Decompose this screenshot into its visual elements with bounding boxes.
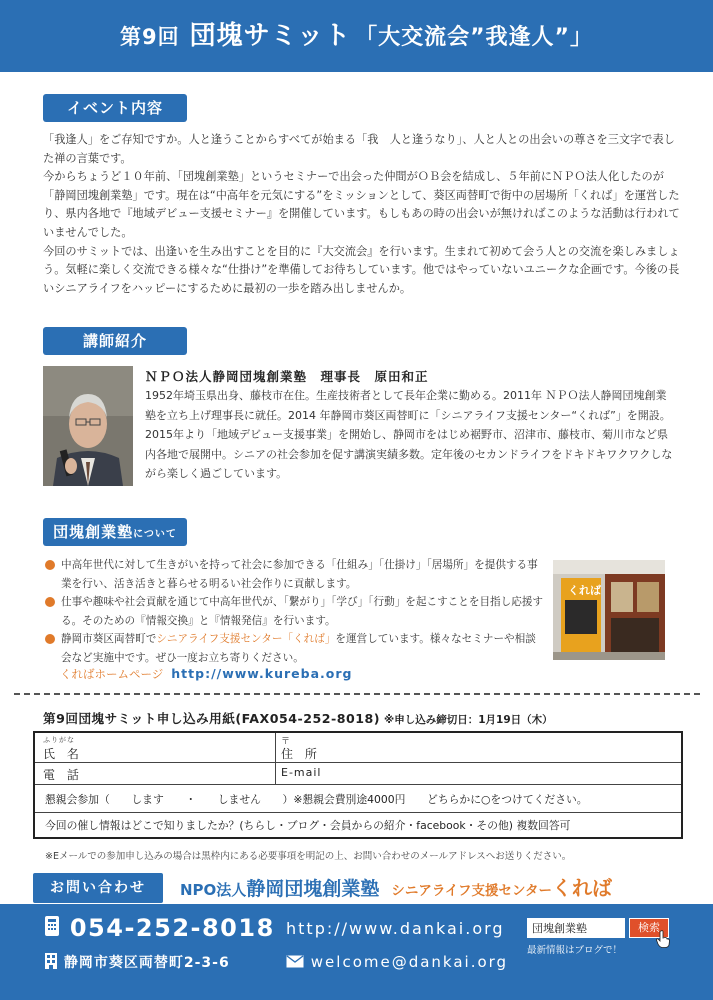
kureba-highlight: シニアライフ支援センター「くれば」: [156, 633, 336, 645]
page-title: [0, 0, 713, 72]
form-deadline: ※申し込み締切日：1月19日（木）: [384, 714, 553, 726]
list-item: 中高年世代に対して生きがいを持って社会に参加できる「仕組み」「仕掛け」「居場所」を提供する事業を行い、活き活きと暮らせる明るい社会作りに貢献します。: [43, 556, 543, 593]
form-row-phone: [35, 763, 681, 785]
bullet-dot-icon: [45, 634, 55, 644]
event-name: 団塊サミット: [189, 21, 352, 51]
blog-search-input[interactable]: [527, 918, 625, 938]
name-label: 氏 名: [43, 747, 83, 761]
form-row-source: [35, 813, 681, 837]
email-address[interactable]: welcome@dankai.org: [286, 953, 508, 972]
event-paragraph: 今回のサミットでは、出逢いを生み出すことを目的に『大交流会』を行います。生まれて初めて会う人との交流を楽しみましょう。気軽に楽しく交流できる様々な“仕掛け”を準備してお待ちしています。他ではやっていないユニークな企画です。今後の長いシニアライフをハッピーにするために最初の一歩を踏み出しませんか。: [43, 244, 680, 295]
event-description: [43, 131, 683, 298]
address-label: 住 所: [281, 747, 321, 761]
building-icon: [44, 952, 58, 974]
list-item: 静岡市葵区両替町でシニアライフ支援センター「くれば」を運営しています。様々なセミナーや相談会など実施中です。ぜひ一度お立ち寄りください。: [43, 630, 543, 667]
lecturer-section-label: 講師紹介: [43, 327, 187, 355]
store-sign: くれば: [568, 584, 601, 597]
cut-line-divider: [14, 693, 700, 695]
bullet-dot-icon: [45, 597, 55, 607]
phone-icon: [44, 915, 60, 943]
form-column-divider: [275, 733, 276, 784]
event-paragraph: 「我逢人」をご存知ですか。人と逢うことからすべてが始まる「我 人と逢うなり」、人と人との出会いの尊さを三文字で表した禅の言葉です。: [43, 133, 675, 165]
list-item: 仕事や趣味や社会貢献を通じて中高年世代が、「繋がり」「学び」「行動」を起こすことを目指し応援する。そのための『情報交換』と『情報発信』を行います。: [43, 593, 543, 630]
info-source-field[interactable]: 今回の催し情報はどこで知りましたか？(ちらし・ブログ・会員からの紹介・facebook・その他) 複数回答可: [45, 819, 571, 832]
search-button[interactable]: 検索: [629, 918, 669, 938]
blog-note: 最新情報はブログで！: [527, 945, 623, 956]
about-bullet-list: [43, 556, 543, 667]
phone-number[interactable]: 054-252-8018: [44, 914, 275, 943]
about-section-label: [43, 518, 187, 546]
phone-label: 電 話: [43, 768, 83, 782]
party-attendance-field[interactable]: 懇親会参加（ します ・ しません ）※懇親会費別途4000円 どちらかに○をつけてください。: [45, 793, 588, 806]
form-row-name: [35, 733, 681, 763]
about-label-suffix: について: [133, 529, 177, 540]
address: 静岡市葵区両替町2-3-6: [44, 952, 230, 974]
kureba-homepage: [60, 666, 353, 682]
homepage-link[interactable]: http://www.kureba.org: [171, 666, 353, 681]
homepage-label: くればホームページ: [60, 667, 164, 681]
organization-name: NPO法人静岡団塊創業塾 シニアライフ支援センターくれば: [180, 876, 612, 900]
event-section-label: イベント内容: [43, 94, 187, 122]
lecturer-bio: 1952年埼玉県出身、藤枝市在住。生産技術者として長年企業に勤める。2011年 ＮＰＯ法人静岡団塊創業塾を立ち上げ理事長に就任。2014 年静岡市葵区両替町に「シニアライフ支援センター“くれば”」を開設。2015年より「地域デビュー支援事業」を開始し、静岡市をはじめ裾野市、沼津市、藤枝市、菊川市など県内各地で展開中。シニアの社会参加を促す講演実績多数。定年後のセカンドライフをドキドキワクワクしながら楽しく過ごしています。: [145, 389, 673, 480]
contact-label: お問い合わせ: [33, 873, 163, 903]
footer: [0, 904, 713, 1000]
lecturer-photo: [43, 366, 133, 486]
application-form: [33, 731, 683, 839]
website-link[interactable]: http://www.dankai.org: [286, 919, 505, 938]
postal-mark: 〒: [281, 737, 292, 747]
event-subtitle: 「大交流会”我逢人”」: [355, 25, 594, 50]
about-label: 団塊創業塾: [53, 523, 134, 541]
furigana-label: ふりがな: [43, 736, 75, 744]
hand-cursor-icon: [656, 930, 670, 952]
store-photo: [553, 560, 665, 660]
email-note: ※Eメールでの参加申し込みの場合は黒枠内にある必要事項を明記の上、お問い合わせのメールアドレスへお送りください。: [45, 851, 572, 862]
event-paragraph: 今からちょうど１０年前、「団塊創業塾」というセミナーで出会った仲間がＯＢ会を結成し、５年前にＮＰＯ法人化したのが「静岡団塊創業塾」です。現在は“中高年を元気にする”をミッションとして、葵区両替町で街中の居場所「くれば」を運営したり、県内各地で『地域デビュー支援セミナー』を開催しています。もしもあの時の出会いが無ければこのような活動は行われていませんでした。: [43, 170, 680, 239]
event-number: 第9回: [119, 25, 180, 49]
bullet-dot-icon: [45, 560, 55, 570]
form-title: 第9回団塊サミット申し込み用紙(FAX054-252-8018) ※申し込み締切日：1月19日（木）: [43, 711, 553, 726]
form-row-party: [35, 785, 681, 813]
lecturer-name: ＮＰＯ法人静岡団塊創業塾 理事長 原田和正: [145, 369, 429, 384]
email-label: E-mail: [281, 766, 322, 779]
mail-icon: [286, 954, 304, 972]
header-banner: [0, 0, 713, 72]
